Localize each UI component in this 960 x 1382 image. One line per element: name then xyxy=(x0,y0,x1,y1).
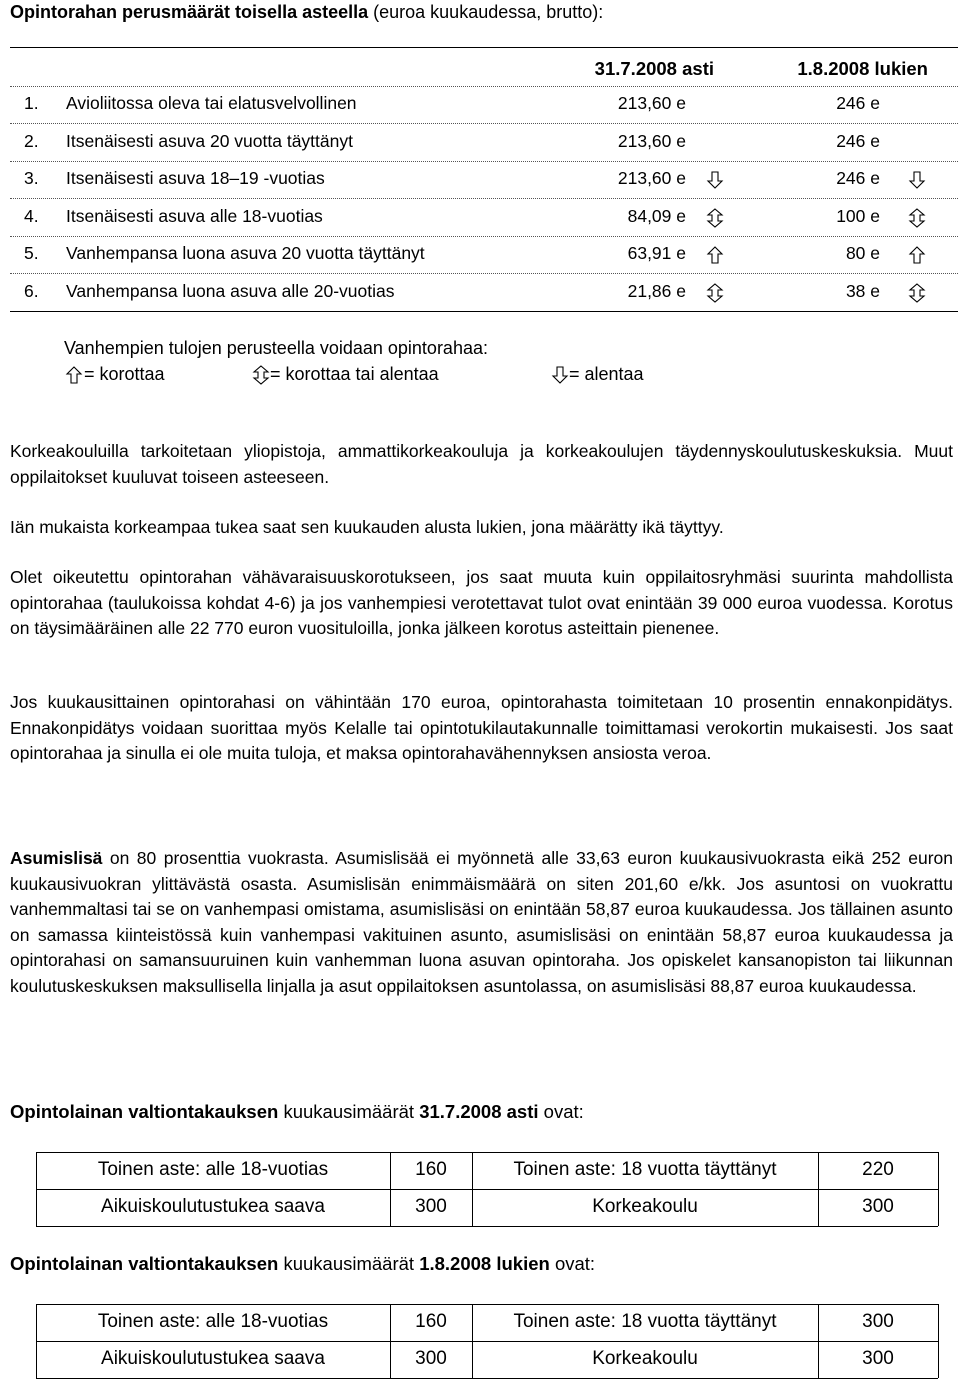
loan-title-bold: Opintolainan valtiontakauksen xyxy=(10,1253,279,1274)
loan-title-date: 31.7.2008 asti xyxy=(419,1101,539,1122)
up-down-arrow-icon xyxy=(253,365,269,385)
loan-amount-cell: 220 xyxy=(862,1159,894,1180)
loan-title-end: ovat: xyxy=(549,1253,596,1274)
loan-amount-cell: 300 xyxy=(415,1196,447,1217)
col-header-before: 31.7.2008 asti xyxy=(594,58,714,79)
row-separator xyxy=(10,86,958,87)
loan-amount-cell: 160 xyxy=(415,1311,447,1332)
loan-category-cell: Toinen aste: 18 vuotta täyttänyt xyxy=(513,1311,777,1332)
up-down-arrow-icon xyxy=(909,283,925,303)
loan-table-rule xyxy=(36,1226,938,1227)
loan-table-rule xyxy=(36,1378,938,1379)
paragraph-text: Iän mukaista korkeampaa tukea saat sen kuukauden alusta lukien, jona määrätty ikä täyttyy. xyxy=(10,517,724,537)
loan-table-column-rule xyxy=(472,1304,473,1378)
loan-table-column-rule xyxy=(938,1304,939,1378)
loan-table-column-rule xyxy=(818,1304,819,1378)
rate-before-value: 21,86 e xyxy=(627,280,686,301)
row-separator xyxy=(10,273,958,274)
paragraph-text: Jos kuukausittainen opintorahasi on vähintään 170 euroa, opintorahasta toimitetaan 10 prosentin ennakonpidätys. Ennakonpidätys voidaan suorittaa myös Kelalle tai opintotukilautakunnalle toimittamasi verokortin mukaisesti. Jos saat opintorahaa ja sinulla ei ole muita tuloja, et maksa opintorahavähennyksen ansiosta veroa. xyxy=(10,692,953,763)
loan-category-cell: Toinen aste: alle 18-vuotias xyxy=(97,1159,329,1180)
rate-before-value: 213,60 e xyxy=(617,168,686,188)
rate-after-value: 80 e xyxy=(845,243,880,263)
paragraph-ennakonpidatys xyxy=(10,690,953,767)
heading-bold: Opintorahan perusmäärät toisella asteella xyxy=(10,2,369,22)
loan-title-mid: kuukausimäärät xyxy=(278,1253,420,1274)
loan-category-cell: Aikuiskoulutustukea saava xyxy=(101,1196,325,1217)
up-arrow-icon xyxy=(66,366,82,384)
paragraph-text xyxy=(10,846,953,999)
row-separator xyxy=(10,161,958,162)
heading-rest: (euroa kuukaudessa, brutto): xyxy=(368,2,604,22)
up-arrow-icon xyxy=(909,246,925,264)
paragraph-text: Korkeakouluilla tarkoitetaan yliopistoja, ammattikorkeakouluja ja korkeakoulujen täydennyskoulutuskeskuksia. Muut oppilaitokset kuuluvat toiseen asteeseen. xyxy=(10,441,953,487)
up-down-arrow-icon xyxy=(707,208,723,228)
loan-amount-cell: 300 xyxy=(862,1196,894,1217)
asumislisa-text: on 80 prosenttia vuokrasta. Asumislisää ei myönnetä alle 33,63 euron kuukausivuokrasta eikä 252 euron kuukausivuokran ylittävästä osasta. Asumislisän enimmäismäärä on siten 201,60 e/kk. Jos asuntosi on vuokrattu vanhemmaltasi tai se on vanhempasi omistama, asumislisäsi on enintään 58,87 euroa kuukaudessa. Jos tällainen asunto on samassa kiinteistössä kuin vanhempasi vakituinen asunto, asumislisäsi on enintään 58,87 euroa kuukaudessa ja opintorahasi on samansuuruinen kuin vanhemman luona asuvan opintoraha. Jos opiskelet kansanopiston tai liikunnan koulutuskeskuksen maksullisella linjalla ja asut oppilaitoksen asuntolassa, on asumislisäsi 88,87 euroa kuukaudessa. xyxy=(10,848,953,996)
row-separator xyxy=(10,123,958,124)
legend-updown-text: = korottaa tai alentaa xyxy=(270,364,439,384)
loan-table-rule xyxy=(36,1189,938,1190)
loan-table-rule xyxy=(36,1341,938,1342)
down-arrow-icon xyxy=(552,366,568,384)
up-arrow-icon xyxy=(707,246,723,264)
rate-before-value: 213,60 e xyxy=(617,93,686,113)
row-separator xyxy=(10,311,958,312)
loan-after-title xyxy=(10,1253,595,1275)
row-separator xyxy=(10,198,958,199)
loan-amount-cell: 300 xyxy=(862,1348,894,1369)
legend-down-text: = alentaa xyxy=(569,364,644,384)
loan-table-rule xyxy=(36,1152,938,1153)
rate-before-value: 84,09 e xyxy=(627,205,686,226)
loan-category-cell: Toinen aste: 18 vuotta täyttänyt xyxy=(513,1159,777,1180)
loan-table-column-rule xyxy=(472,1152,473,1226)
loan-before-title xyxy=(10,1101,584,1123)
col-header-after: 1.8.2008 lukien xyxy=(797,58,928,79)
paragraph-vahavaraisuus xyxy=(10,565,953,642)
loan-title-date: 1.8.2008 lukien xyxy=(419,1253,550,1274)
loan-table-column-rule xyxy=(36,1152,37,1226)
loan-title-mid: kuukausimäärät xyxy=(278,1101,420,1122)
rate-row-label: Vanhempansa luona asuva 20 vuotta täyttänyt xyxy=(66,243,425,263)
loan-category-cell: Korkeakoulu xyxy=(592,1196,698,1217)
loan-category-cell: Toinen aste: alle 18-vuotias xyxy=(97,1311,329,1332)
rate-row-number: 2. xyxy=(24,130,39,151)
rate-row-label: Itsenäisesti asuva 20 vuotta täyttänyt xyxy=(66,130,353,151)
rate-after-value: 246 e xyxy=(836,168,880,188)
legend-intro: Vanhempien tulojen perusteella voidaan opintorahaa: xyxy=(64,338,488,358)
rate-row-label: Itsenäisesti asuva alle 18-vuotias xyxy=(66,205,323,226)
loan-table-rule xyxy=(36,1304,938,1305)
rate-before-value: 213,60 e xyxy=(617,130,686,151)
paragraph-text: Olet oikeutettu opintorahan vähävaraisuuskorotukseen, jos saat muuta kuin oppilaitosryhmäsi suurinta mahdollista opintorahaa (taulukoissa kohdat 4-6) ja jos vanhempiesi verotettavat tulot ovat enintään 39 000 euroa vuodessa. Korotus on täysimääräinen alle 22 770 euron vuosituloilla, jonka jälkeen korotus asteittain pienenee. xyxy=(10,567,953,638)
rate-row-label: Vanhempansa luona asuva alle 20-vuotias xyxy=(66,280,395,301)
rate-after-value: 246 e xyxy=(836,93,880,113)
page-heading xyxy=(10,2,603,23)
loan-amount-cell: 300 xyxy=(415,1348,447,1369)
up-down-arrow-icon xyxy=(707,283,723,303)
loan-table-column-rule xyxy=(390,1304,391,1378)
rate-row-number: 3. xyxy=(24,168,39,188)
up-down-arrow-icon xyxy=(909,208,925,228)
paragraph-asumislisa xyxy=(10,846,953,999)
rate-after-value: 100 e xyxy=(836,205,880,226)
rates-table-top-rule xyxy=(10,47,958,48)
row-separator xyxy=(10,236,958,237)
down-arrow-icon xyxy=(707,171,723,189)
down-arrow-icon xyxy=(909,171,925,189)
paragraph-korkeakoulut xyxy=(10,439,953,490)
rate-after-value: 38 e xyxy=(845,280,880,301)
rate-row-number: 1. xyxy=(24,93,39,113)
loan-category-cell: Korkeakoulu xyxy=(592,1348,698,1369)
loan-table-column-rule xyxy=(36,1304,37,1378)
loan-table-column-rule xyxy=(818,1152,819,1226)
rate-row-number: 4. xyxy=(24,205,39,226)
rate-row-label: Avioliitossa oleva tai elatusvelvollinen xyxy=(66,93,357,113)
rate-row-number: 5. xyxy=(24,243,39,263)
loan-table-column-rule xyxy=(390,1152,391,1226)
loan-title-bold: Opintolainan valtiontakauksen xyxy=(10,1101,279,1122)
loan-amount-cell: 160 xyxy=(415,1159,447,1180)
rate-row-label: Itsenäisesti asuva 18–19 -vuotias xyxy=(66,168,325,188)
rate-before-value: 63,91 e xyxy=(627,243,686,263)
loan-table-column-rule xyxy=(938,1152,939,1226)
paragraph-ika xyxy=(10,515,953,541)
loan-title-end: ovat: xyxy=(538,1101,584,1122)
loan-category-cell: Aikuiskoulutustukea saava xyxy=(101,1348,325,1369)
loan-amount-cell: 300 xyxy=(862,1311,894,1332)
asumislisa-term: Asumislisä xyxy=(10,848,103,868)
rate-after-value: 246 e xyxy=(836,130,880,151)
legend-up-text: = korottaa xyxy=(84,364,165,384)
rate-row-number: 6. xyxy=(24,280,39,301)
